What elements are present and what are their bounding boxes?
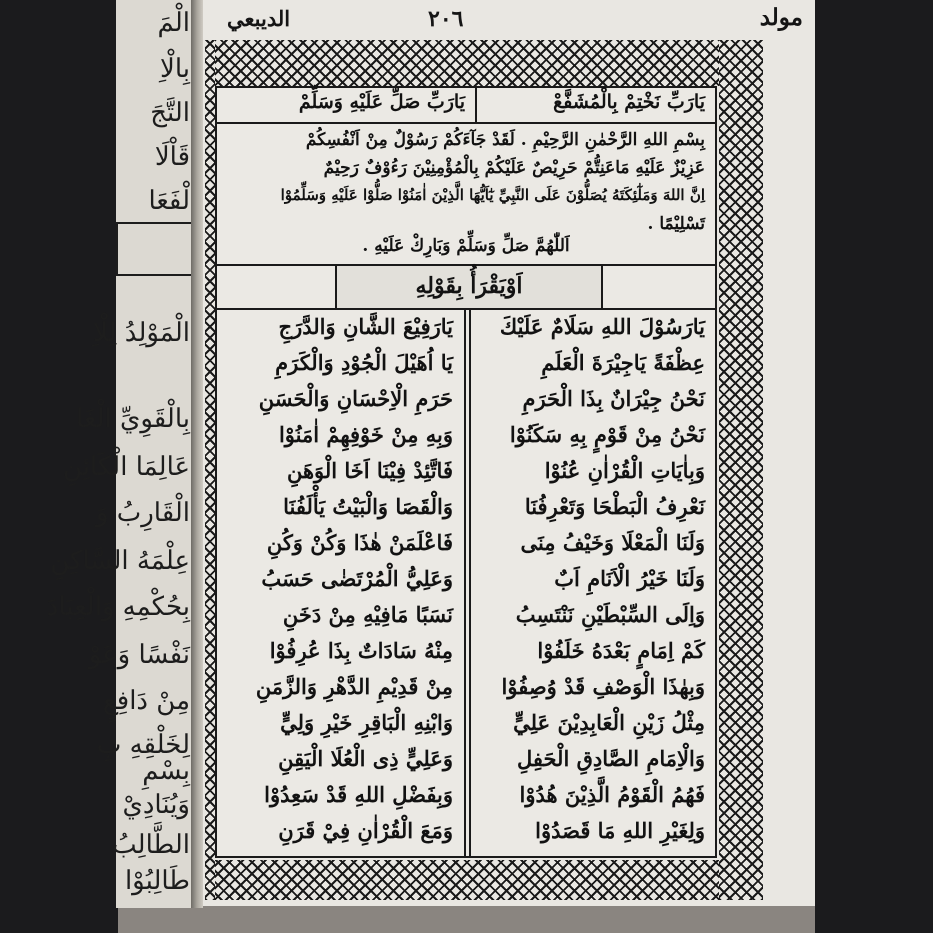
verse-line: عِظْفَةً يَاجِيْرَةَ الْعَلَمِ [541, 350, 705, 375]
verse-line: يَارَسُوْلَ اللهِ سَلَامٌ عَلَيْكَ [499, 314, 705, 339]
verse-line: مِثْلُ زَيْنِ الْعَابِدِيْنَ عَلِيٍّ [513, 710, 705, 735]
prev-page-line: بِالْقَوِيِّ الْغَا [76, 404, 190, 434]
intro-line: تَسْلِيْمًا . [647, 214, 705, 234]
verse-line: وَالْقَصَا وَالْبَيْتُ يَأْلَفُنَا [283, 494, 453, 519]
section-title-row [217, 264, 715, 310]
verse-line: وَاِلَى السِّبْطَيْنِ نَنْتَسِبُ [515, 602, 705, 627]
verse-line: مِنْهُ سَادَاتٌ بِذَا عُرِفُوْا [269, 638, 453, 663]
header-right-title: مولد [759, 4, 803, 31]
prev-page-table-cell [116, 222, 194, 276]
book-spine [191, 0, 203, 908]
verse-line: وَلَنَا خَيْرُ الْاَنَامِ اَبٌ [554, 566, 705, 591]
prev-page-line: قَاْلَا [154, 142, 190, 172]
verse-line: نَحْنُ جِيْرَانٌ بِذَا الْحَرَمِ [522, 386, 705, 411]
verse-line: وَلَنَا الْمَعْلَا وَخَيْفُ مِنَى [520, 530, 705, 555]
verse-line: حَرَمِ الْاِحْسَانِ وَالْحَسَنِ [258, 386, 453, 411]
refrain-left-cell [217, 88, 475, 122]
prev-page-line: التَّجَ [150, 98, 190, 128]
ornamental-border-right [719, 40, 763, 900]
prev-page-line: لِخَلْقِهِ بِ [96, 730, 190, 760]
prev-page-line: عَالِمَا الْكَائِنِ [62, 452, 190, 482]
poem-left-column [217, 308, 461, 856]
poem-right-column [473, 308, 713, 856]
verse-line: وَالْاِمَامِ الصَّادِقِ الْحَفِلِ [516, 746, 705, 771]
section-title: اَوْيَقْرَأُ بِقَوْلِهِ [415, 273, 523, 299]
verse-line: يَارَفِيْعَ الشَّانِ وَالدَّرَجِ [278, 314, 453, 339]
intro-line: عَزِيْزٌ عَلَيْهِ مَاعَنِتُّمْ حَرِيْصٌ عَلَيْكُمْ بِالْمُؤْمِنِيْنَ رَءُوْفٌ رَحِيْمٌ [323, 158, 705, 178]
verse-line: وَبِاٰيَاتِ الْقُرْاٰنِ عُنُوْا [544, 458, 705, 483]
verse-line: فَاتَّئِدْ فِيْنَا اَخَا الْوَهَنِ [286, 458, 453, 483]
verse-line: فَاعْلَمَنْ هٰذَا وَكُنْ وَكُنِ [266, 530, 453, 555]
intro-line: بِسْمِ اللهِ الرَّحْمٰنِ الرَّحِيْمِ . لَقَدْ جَآءَكُمْ رَسُوْلٌ مِنْ اَنْفُسِكُمْ [305, 130, 705, 150]
verse-line: نَعْرِفُ الْبَطْحَا وَتَعْرِفُنَا [524, 494, 705, 519]
verse-line: وَعَلِيُّ الْمُرْتَضٰى حَسَبُ [261, 566, 453, 591]
ornamental-border-top [209, 40, 759, 86]
intro-paragraph [217, 124, 715, 264]
refrain-right-text: يَارَبِّ نَخْتِمْ بِالْمُشَفَّعْ [553, 91, 705, 113]
prev-page-line: الطَّالِبُ [112, 830, 190, 860]
page-header [203, 4, 815, 38]
verse-line: وَبِفَضْلِ اللهِ قَدْ سَعِدُوْا [264, 782, 453, 807]
prev-page-line: بِسْمِ [142, 756, 190, 786]
column-divider [469, 308, 471, 856]
background-right [815, 0, 933, 933]
salawat-line: اَللّٰهُمَّ صَلِّ وَسَلِّمْ وَبَارِكْ عَلَيْهِ . [362, 236, 570, 256]
header-left-title: الديبعي [227, 6, 291, 31]
prev-page-line: طَالِبُوْا [124, 866, 190, 896]
verse-line: وَمَعَ الْقُرْاٰنِ فِيْ قَرَنِ [278, 818, 453, 843]
prev-page-line: الْقَارِبُ وَ [95, 498, 190, 528]
verse-line: نَسَبًا مَافِيْهِ مِنْ دَخَنِ [282, 602, 453, 627]
book-page [203, 0, 815, 906]
verse-line: فَهُمُ الْقَوْمُ الَّذِيْنَ هُدُوْا [519, 782, 705, 807]
ornamental-border-left [205, 40, 215, 900]
background-bottom [118, 905, 815, 933]
prev-page-line: بِالْاِ [160, 54, 190, 84]
refrain-row [217, 88, 715, 124]
poem-columns [217, 308, 715, 856]
verse-line: وَبِهٰذَا الْوَصْفِ قَدْ وُصِفُوْا [501, 674, 705, 699]
text-frame [215, 86, 717, 858]
verse-line: وَابْنِهِ الْبَاقِرِ خَيْرِ وَلِيٍّ [280, 710, 453, 735]
intro-line: اِنَّ اللهَ وَمَلٰٓئِكَتَهُ يُصَلُّوْنَ عَلَى النَّبِيِّ يٰٓاَيُّهَا الَّذِيْنَ اٰمَنُوْا صَلُّوْا عَلَيْهِ وَسَلِّمُوْا [280, 186, 705, 204]
prev-page-line: الْمَ [157, 8, 190, 38]
prev-page-line: نَفْسًا وَعَوْ [88, 640, 190, 670]
verse-line: يَا اُهَيْلَ الْجُوْدِ وَالْكَرَمِ [275, 350, 453, 375]
verse-line: نَحْنُ مِنْ قَوْمٍ بِهِ سَكَنُوْا [509, 422, 705, 447]
prev-page-line: لْفَعَا [148, 186, 190, 216]
verse-line: مِنْ قَدِيْمِ الدَّهْرِ وَالزَّمَنِ [255, 674, 453, 699]
verse-line: وَلِغَيْرِ اللهِ مَا قَصَدُوْا [535, 818, 705, 843]
verse-line: وَبِهِ مِنْ خَوْفِهِمْ اٰمَنُوْا [278, 422, 453, 447]
prev-page-line: وَيُنَادِيْ [122, 790, 190, 820]
refrain-left-text: يَارَبِّ صَلِّ عَلَيْهِ وَسَلِّمْ [298, 91, 465, 113]
prev-page-line: عِلْمَهُ السَّاكِنِ [50, 546, 190, 576]
page-number: ٢٠٦ [428, 6, 464, 32]
verse-line: كَمْ اِمَامٍ بَعْدَهُ خَلَفُوْا [537, 638, 705, 663]
verse-line: وَعَلِيٍّ ذِى الْعُلَا الْيَقِنِ [278, 746, 453, 771]
section-title-box [335, 266, 603, 308]
refrain-right-cell [475, 88, 715, 122]
prev-page-line: بِحُكْمِهِ وَالْعِبَادَ [46, 592, 190, 622]
prev-page-line: مِنْ دَافِعٍ [102, 686, 190, 716]
prev-page-line: الْمَوْلِدُ لِلْاِ [93, 318, 190, 348]
ornamental-border-bottom [209, 860, 759, 900]
column-divider [464, 308, 466, 856]
previous-page [46, 0, 197, 908]
